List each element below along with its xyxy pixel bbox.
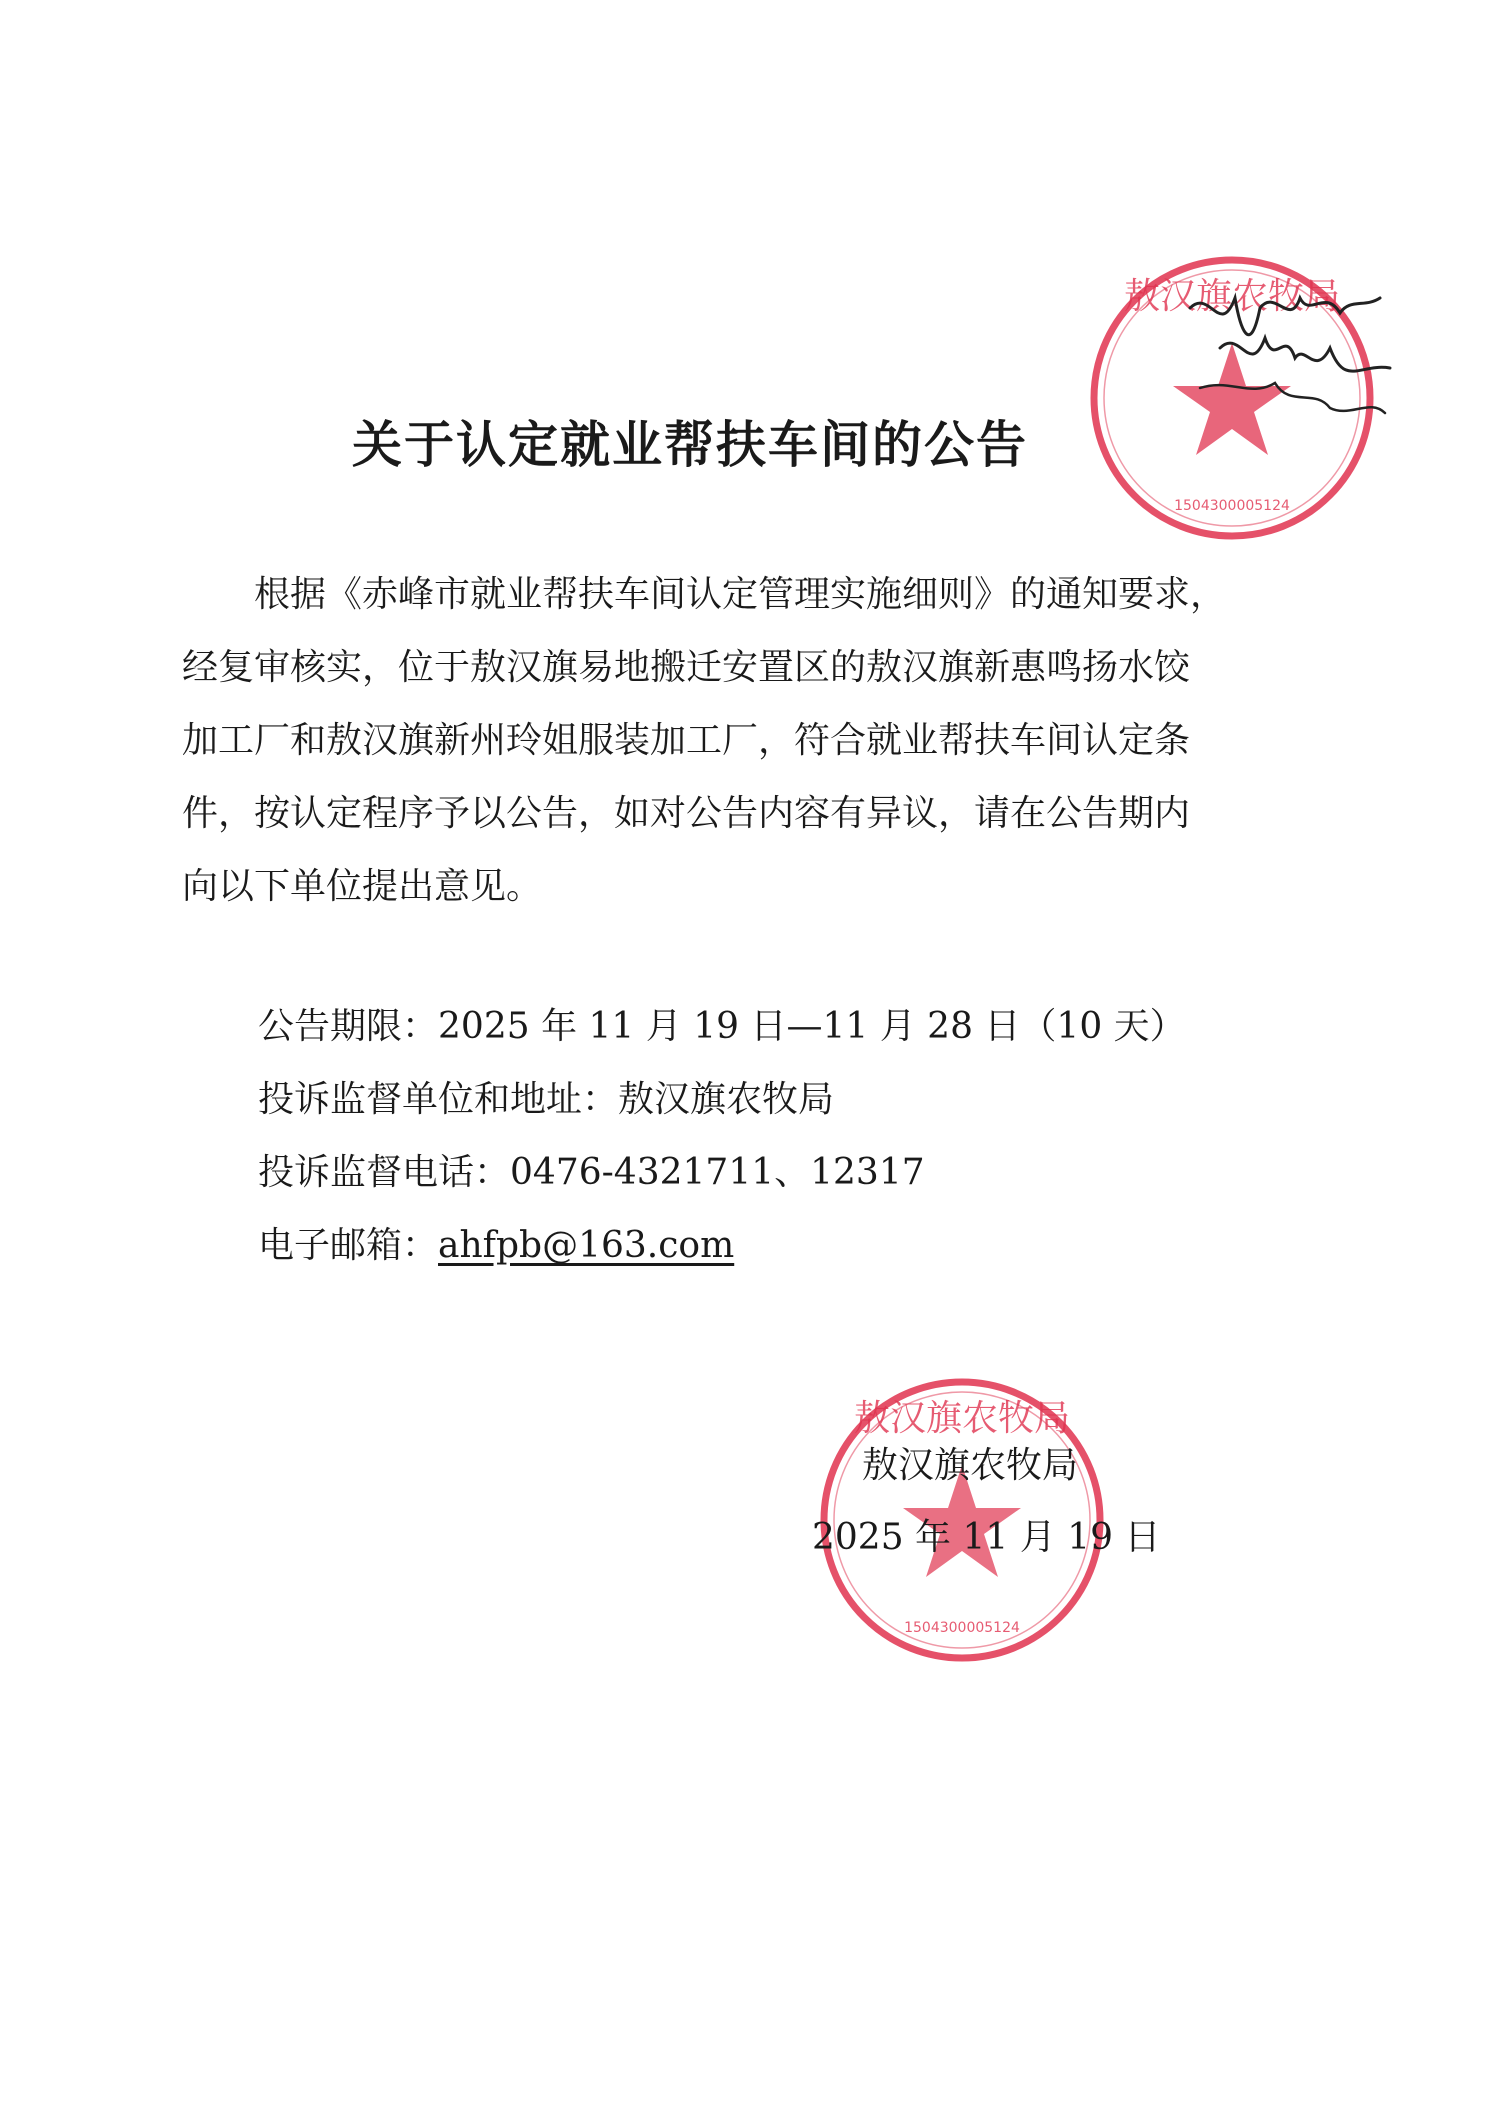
email-label: 电子邮箱： <box>258 1225 439 1266</box>
announcement-paragraph <box>182 558 1332 923</box>
unit-value: 敖汉旗农牧局 <box>618 1079 835 1120</box>
paragraph-line: 加工厂和敖汉旗新州玲姐服装加工厂，符合就业帮扶车间认定条 <box>182 720 1191 761</box>
unit-label: 投诉监督单位和地址： <box>258 1079 619 1120</box>
seal-top-text: 敖汉旗农牧局 <box>1123 276 1341 317</box>
period-label: 公告期限： <box>258 1006 439 1047</box>
handwritten-signature <box>1180 268 1400 458</box>
phone-label: 投诉监督电话： <box>258 1152 511 1193</box>
seal-bottom-text: 敖汉旗农牧局 <box>853 1398 1071 1439</box>
period-value: 2025 年 11 月 19 日—11 月 28 日（10 天） <box>438 1006 1186 1047</box>
contact-info <box>258 990 1186 1282</box>
unit-row <box>258 1063 1186 1136</box>
email-link[interactable]: ahfpb@163.com <box>438 1225 735 1266</box>
phone-value: 0476-4321711、12317 <box>510 1152 925 1193</box>
signoff-block <box>812 1430 1160 1574</box>
email-row <box>258 1209 1186 1282</box>
paragraph-line: 向以下单位提出意见。 <box>182 866 543 907</box>
phone-row <box>258 1136 1186 1209</box>
page-title: 关于认定就业帮扶车间的公告 <box>352 415 1028 474</box>
period-row <box>258 990 1186 1063</box>
paragraph-line: 根据《赤峰市就业帮扶车间认定管理实施细则》的通知要求， <box>182 574 1227 615</box>
seal-top-code: 1504300005124 <box>1174 498 1290 514</box>
seal-bottom-code: 1504300005124 <box>904 1620 1020 1636</box>
signoff-date: 2025 年 11 月 19 日 <box>812 1517 1161 1558</box>
paragraph-line: 经复审核实，位于敖汉旗易地搬迁安置区的敖汉旗新惠鸣扬水饺 <box>182 647 1191 688</box>
signoff-org: 敖汉旗农牧局 <box>862 1445 1079 1486</box>
paragraph-line: 件，按认定程序予以公告，如对公告内容有异议，请在公告期内 <box>182 793 1191 834</box>
